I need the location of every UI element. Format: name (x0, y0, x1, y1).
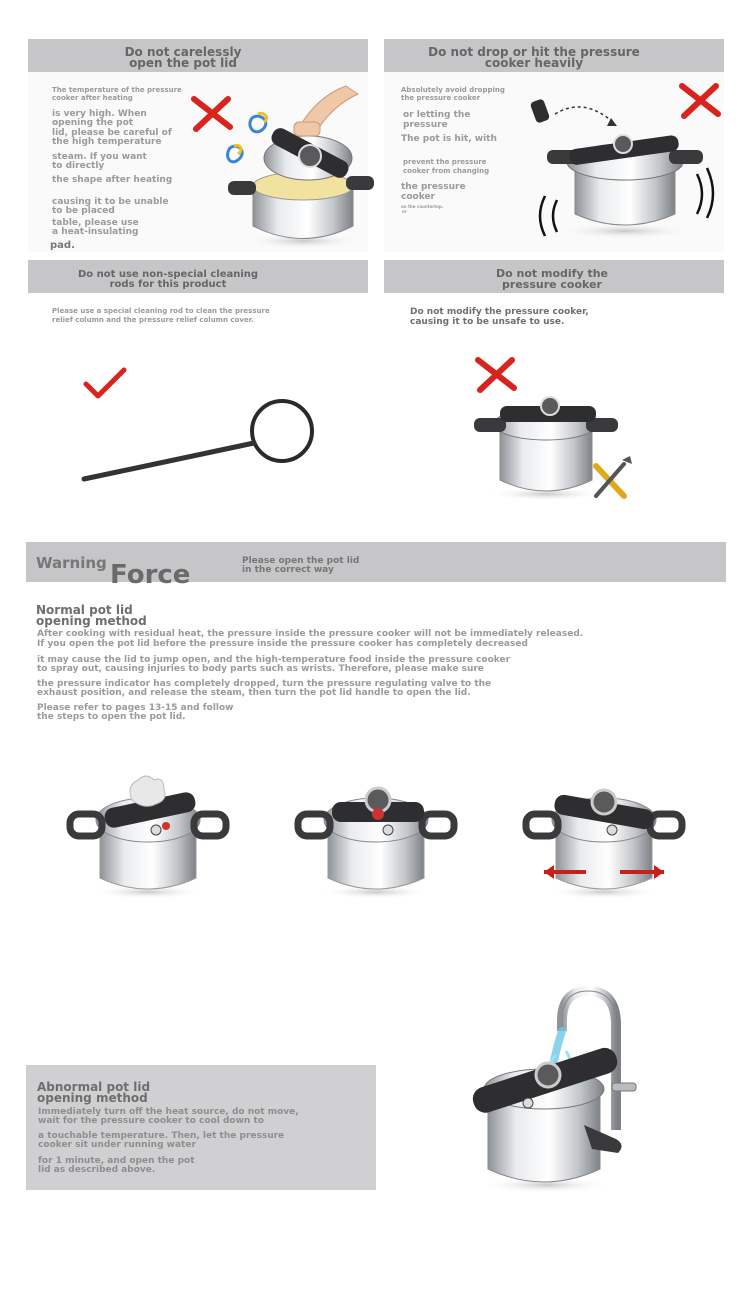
abnormal-text-4: cooker sit under running water (38, 1140, 196, 1150)
normal-text-1: After cooking with residual heat, the pressure inside the pressure cooker will not be immediately released. (37, 629, 584, 639)
panel1-title: Do not carelessly open the pot lid (124, 45, 242, 70)
panel2-text-6: prevent the pressure (403, 158, 487, 166)
panel3-text-2: relief column and the pressure relief column cover. (52, 316, 254, 324)
cooker-handle-turn-illustration (524, 770, 684, 900)
normal-text-6: exhaust position, and release the steam, then turn the pot lid handle to open the lid. (37, 688, 471, 698)
abnormal-text-1: Immediately turn off the heat source, do not move, (38, 1107, 299, 1117)
panel1-text-11: to be placed (52, 206, 115, 216)
abnormal-text-5: for 1 minute, and open the pot (38, 1156, 195, 1166)
panel3-title: Do not use non-special cleaning rods for this product (77, 269, 259, 290)
normal-heading-2: opening method (36, 614, 147, 628)
panel1-text-6: the high temperature (52, 137, 162, 147)
abnormal-text-2: wait for the pressure cooker to cool down to (38, 1116, 264, 1126)
panel1-text-9: the shape after heating (52, 175, 173, 185)
panel4-text-2: causing it to be unsafe to use. (410, 317, 565, 327)
warning-subtitle-2: in the correct way (242, 565, 334, 575)
panel2-text-5: The pot is hit, with (401, 134, 497, 144)
normal-text-8: the steps to open the pot lid. (37, 712, 186, 722)
normal-text-3: it may cause the lid to jump open, and the high-temperature food inside the pressure cooker (37, 655, 511, 665)
panel1-text-13: a heat-insulating (52, 227, 139, 237)
abnormal-text-3: a touchable temperature. Then, let the pressure (38, 1131, 285, 1141)
panel2-text-1: Absolutely avoid dropping (401, 86, 505, 94)
panel2-text-11: or (402, 209, 407, 214)
cleaning-rod-illustration (80, 395, 320, 485)
panel2-text-3: or letting the (403, 110, 471, 120)
panel1-text-12: table, please use (52, 218, 139, 228)
panel2-text-9: cooker (401, 192, 435, 202)
panel1-text-14: pad. (50, 240, 75, 251)
panel4-title: Do not modify the pressure cooker (496, 267, 608, 291)
abnormal-text-6: lid as described above. (38, 1165, 156, 1175)
panel2-title: Do not drop or hit the pressure cooker heavily (428, 45, 640, 70)
warning-subtitle-1: Please open the pot lid (242, 556, 360, 566)
warning-label: Warning (36, 554, 107, 572)
panel1-text-7: steam. If you want (52, 152, 147, 162)
red-x-icon (474, 356, 518, 392)
normal-text-7: Please refer to pages 13-15 and follow (37, 703, 234, 713)
warning-force: Force (110, 560, 191, 590)
panel4-text-1: Do not modify the pressure cooker, (410, 307, 589, 317)
modified-pressure-cooker-illustration (470, 388, 640, 503)
abnormal-heading-1: Abnormal pot lid (37, 1080, 151, 1094)
normal-heading-1: Normal pot lid (36, 603, 133, 617)
panel1-text-5: lid, please be careful of (52, 128, 172, 138)
panel2-text-7: cooker from changing (403, 167, 490, 175)
panel1-text-2: cooker after heating (52, 94, 133, 102)
normal-text-4: to spray out, causing injuries to body parts such as wrists. Therefore, please make sure (37, 664, 484, 674)
cooker-steam-release-illustration (68, 770, 228, 900)
cooker-under-faucet-illustration (466, 985, 666, 1197)
panel1-text-10: causing it to be unable (52, 197, 169, 207)
abnormal-heading-2: opening method (37, 1091, 148, 1105)
panel1-text-4: opening the pot (52, 118, 134, 128)
panel1-text-8: to directly (52, 161, 105, 171)
panel1-text-3: is very high. When (52, 109, 147, 119)
panel2-text-10: on the countertop, (401, 204, 444, 209)
pressure-cooker-opening-illustration (228, 86, 378, 251)
cooker-closed-illustration (296, 770, 456, 900)
normal-text-5: the pressure indicator has completely dropped, turn the pressure regulating valve to the (37, 679, 492, 689)
dropped-pressure-cooker-illustration (525, 96, 725, 241)
panel1-text-1: The temperature of the pressure (52, 86, 182, 94)
normal-text-2: If you open the pot lid before the pressure inside the pressure cooker has completely decreased (37, 639, 528, 649)
panel2-text-2: the pressure cooker (401, 94, 481, 102)
panel3-text-1: Please use a special cleaning rod to clean the pressure (52, 307, 270, 315)
panel2-text-4: pressure (403, 120, 448, 130)
panel2-text-8: the pressure (401, 182, 466, 192)
